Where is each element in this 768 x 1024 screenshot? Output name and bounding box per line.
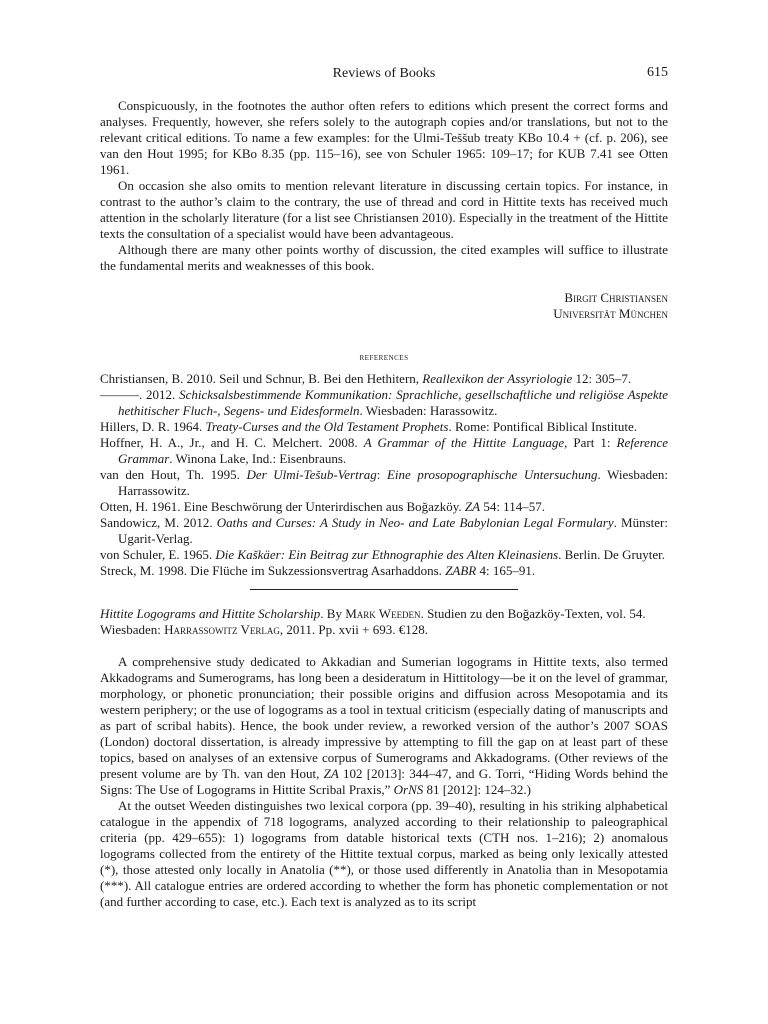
- running-head: [100, 62, 668, 86]
- reference-entry: Hoffner, H. A., Jr., and H. C. Melchert. 2008. A Grammar of the Hittite Language, Part 1: Reference Grammar. Winona Lake, Ind.: Eisenbrauns.: [100, 435, 668, 466]
- reference-entry: Streck, M. 1998. Die Flüche im Sukzessionsvertrag Asarhaddons. ZABR 4: 165–91.: [100, 563, 536, 578]
- running-head-title: Reviews of Books: [332, 66, 436, 81]
- reference-entry: Christiansen, B. 2010. Seil und Schnur, B. Bei den Hethitern, Reallexikon der Assyriologie 12: 305–7.: [100, 371, 632, 386]
- book-title: Hittite Logograms and Hittite Scholarship: [100, 606, 321, 621]
- reviewer-signature: [100, 290, 668, 322]
- reference-entry: Otten, H. 1961. Eine Beschwörung der Unterirdischen aus Boğazköy. ZA 54: 114–57.: [100, 499, 545, 514]
- reviewer-affiliation: Universität München: [553, 306, 668, 321]
- references-heading: references: [359, 352, 409, 363]
- paragraph: At the outset Weeden distinguishes two lexical corpora (pp. 39–40), resulting in his striking alphabetical catalogue in the appendix of 718 logograms, analyzed according to their relationship to paleographical criteria (pp. 429–655): 1) logograms from datable historical texts (CTH nos. 1–216); 2) anomalous logograms collected from the entirety of the Hittite textual corpus, marked as being only lexically attested (*), those attested only locally in Anatolia (**), or those used differently in Anatolia than in Mesopotamia (***). All catalogue entries are ordered according to whether the form has phonetic complementation or not (and further according to case, etc.). Each text is analyzed as to its script: [100, 798, 668, 909]
- book-author: Mark Weeden: [345, 606, 421, 621]
- paragraph: Conspicuously, in the footnotes the author often refers to editions which present the correct forms and analyses. Frequently, however, she refers solely to the autograph copies and/or translations, but not to the relevant critical editions. To name a few examples: for the Ulmi-Teššub treaty KBo 10.4 + (cf. p. 206), see van den Hout 1995; for KBo 8.35 (pp. 115–16), see von Schuler 1965: 109–17; for KUB 7.41 see Otten 1961.: [100, 98, 668, 177]
- reference-entry: Hillers, D. R. 1964. Treaty-Curses and the Old Testament Prophets. Rome: Pontifical Biblical Institute.: [100, 419, 637, 434]
- reference-entry: Sandowicz, M. 2012. Oaths and Curses: A Study in Neo- and Late Babylonian Legal Formulary. Münster: Ugarit-Verlag.: [100, 515, 668, 546]
- paragraph: A comprehensive study dedicated to Akkadian and Sumerian logograms in Hittite texts, also termed Akkadograms and Sumerograms, has long been a desideratum in Hittitology—be it on the level of grammar, morphology, or phonetic pronunciation; their possible origins and diffusion across Mesopotamia and its western periphery; or the use of logograms as a tool in textual criticism (especially dating of manuscripts and as part of scribal habits). Hence, the book under review, a reworked version of the author’s 2007 SOAS (London) doctoral dissertation, is already impressive by attempting to fill the gap on at least part of these topics, based on analyses of an extensive corpus of Sumerograms and Akkadograms. (Other reviews of the present volume are by Th. van den Hout, ZA 102 [2013]: 344–47, and G. Torri, “Hiding Words behind the Signs: The Use of Logograms in Hittite Scribal Praxis,” OrNS 81 [2012]: 124–32.): [100, 654, 668, 797]
- paragraph: On occasion she also omits to mention relevant literature in discussing certain topics. For instance, in contrast to the author’s claim to the contrary, the use of thread and cord in Hittite texts has received much attention in the scholarly literature (for a list see Christiansen 2010). Especially in the treatment of the Hittite texts the consultation of a specialist would have been advantageous.: [100, 178, 668, 241]
- paragraph: Although there are many other points worthy of discussion, the cited examples will suffice to illustrate the fundamental merits and weaknesses of this book.: [100, 242, 668, 273]
- page: [100, 62, 668, 910]
- reference-entry: van den Hout, Th. 1995. Der Ulmi-Tešub-Vertrag: Eine prosopographische Untersuchung. Wiesbaden: Harrassowitz.: [100, 467, 668, 498]
- reviewer-name: Birgit Christiansen: [564, 290, 668, 305]
- review-body: [100, 654, 668, 910]
- page-number: 615: [647, 65, 668, 80]
- reference-entry: von Schuler, E. 1965. Die Kaškäer: Ein Beitrag zur Ethnographie des Alten Kleinasiens. Berlin. De Gruyter.: [100, 547, 666, 562]
- review-conclusion: [100, 98, 668, 274]
- section-divider: [250, 589, 518, 590]
- book-publisher: Harrassowitz Verlag: [164, 622, 280, 637]
- review-book-heading: Hittite Logograms and Hittite Scholarship. By Mark Weeden. Studien zu den Boğazköy-Texten, vol. 54. Wiesbaden: Harrassowitz Verlag, 2011. Pp. xvii + 693. €128.: [100, 606, 646, 637]
- reference-entry: ———. 2012. Schicksalsbestimmende Kommunikation: Sprachliche, gesellschaftliche und religiöse Aspekte hethitischer Fluch-, Segens- und Eidesformeln. Wiesbaden: Harassowitz.: [100, 387, 668, 418]
- reference-list: [100, 371, 668, 579]
